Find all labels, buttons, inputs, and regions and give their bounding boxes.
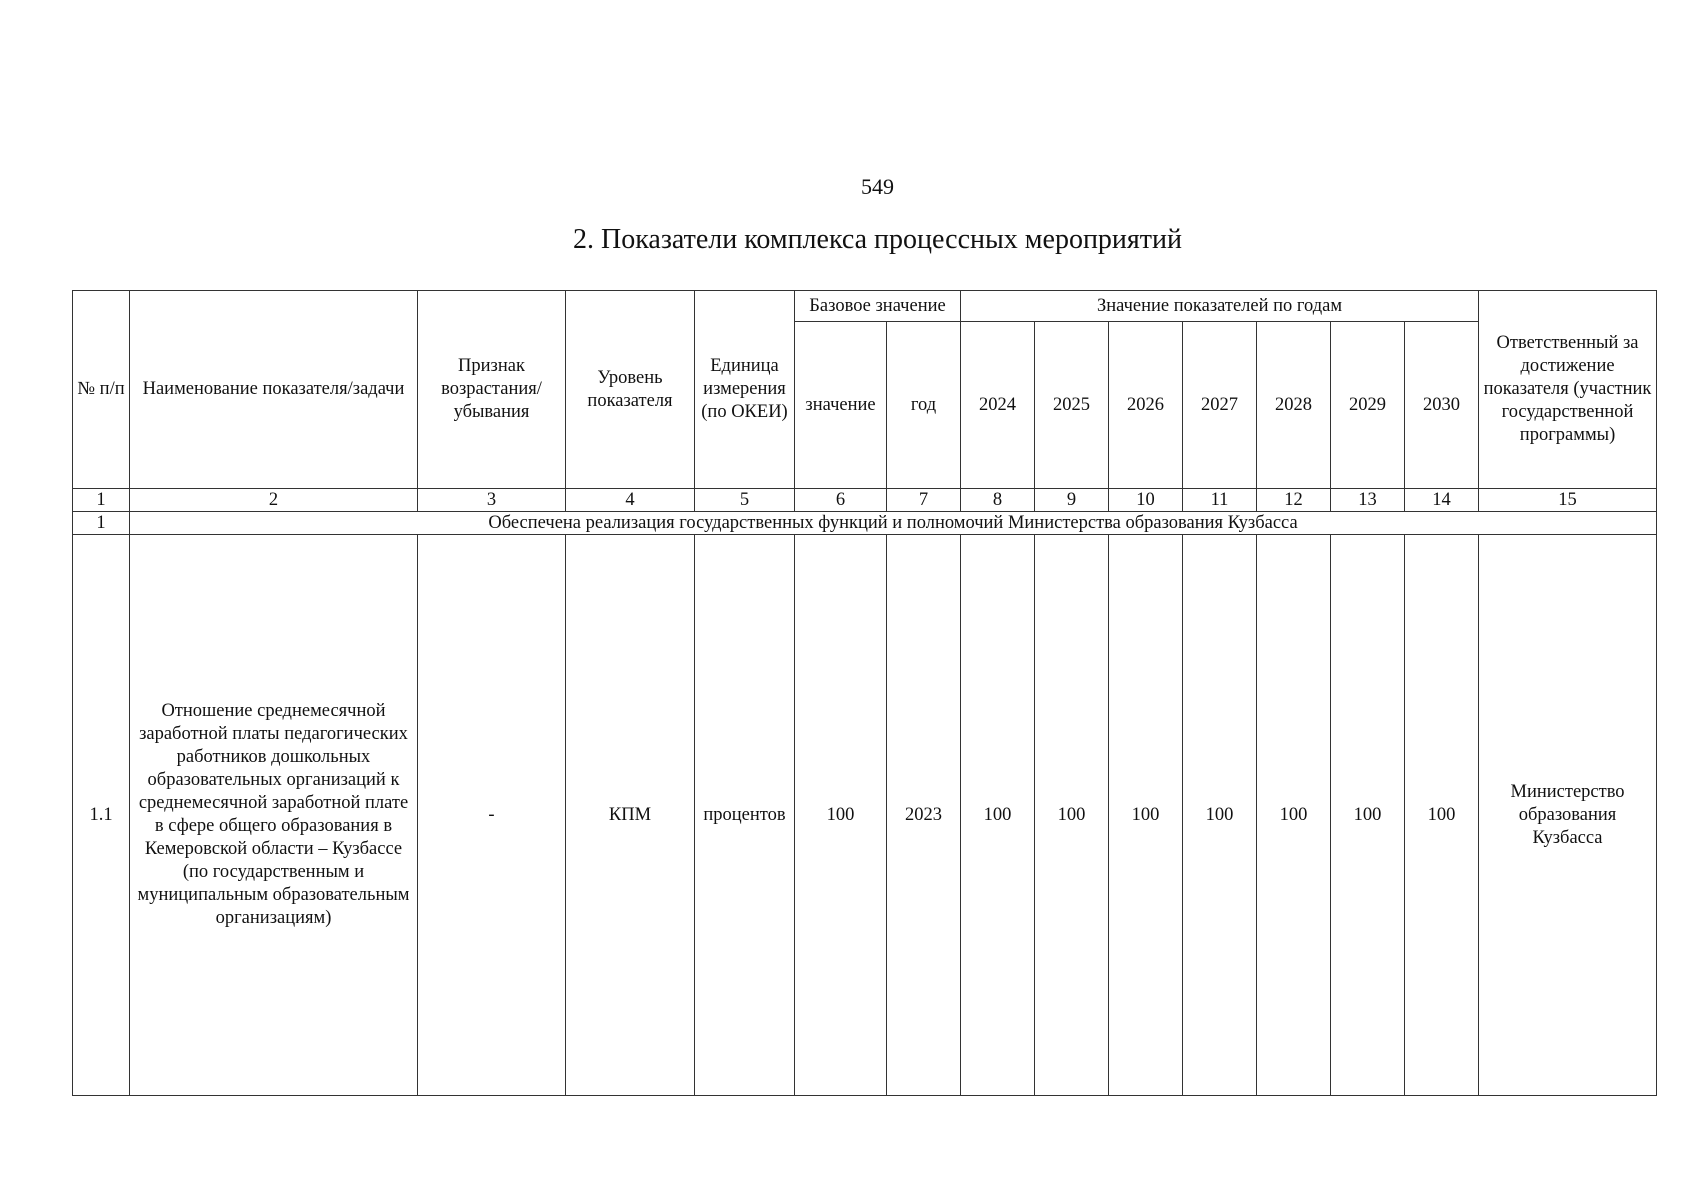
row-sign: - bbox=[418, 535, 566, 1096]
column-number: 8 bbox=[961, 489, 1035, 512]
header-base-year: год bbox=[887, 322, 961, 489]
column-number: 11 bbox=[1183, 489, 1257, 512]
indicators-table bbox=[72, 290, 1657, 1096]
header-year-2030: 2030 bbox=[1405, 322, 1479, 489]
row-value-2027: 100 bbox=[1183, 535, 1257, 1096]
column-number: 4 bbox=[566, 489, 695, 512]
row-value-2026: 100 bbox=[1109, 535, 1183, 1096]
row-unit: процентов bbox=[695, 535, 795, 1096]
row-value-2024: 100 bbox=[961, 535, 1035, 1096]
row-base-value: 100 bbox=[795, 535, 887, 1096]
header-year-2025: 2025 bbox=[1035, 322, 1109, 489]
section-title: Обеспечена реализация государственных функций и полномочий Министерства образования Кузбасса bbox=[130, 512, 1657, 535]
header-responsible: Ответственный за достижение показателя (участник государственной программы) bbox=[1479, 291, 1657, 489]
row-base-year: 2023 bbox=[887, 535, 961, 1096]
row-value-2028: 100 bbox=[1257, 535, 1331, 1096]
table-row bbox=[73, 535, 1657, 1096]
row-indicator-name: Отношение среднемесячной заработной платы педагогических работников дошкольных образовательных организаций к среднемесячной заработной плате в сфере общего образования в Кемеровской области – Кузбассе (по государственным и муниципальным образовательным организациям) bbox=[130, 535, 418, 1096]
header-years-group: Значение показателей по годам bbox=[961, 291, 1479, 322]
page-number: 549 bbox=[861, 174, 894, 199]
column-number: 14 bbox=[1405, 489, 1479, 512]
section-num: 1 bbox=[73, 512, 130, 535]
column-number: 12 bbox=[1257, 489, 1331, 512]
header-year-2027: 2027 bbox=[1183, 322, 1257, 489]
header-year-2029: 2029 bbox=[1331, 322, 1405, 489]
document-title: 2. Показатели комплекса процессных мероприятий bbox=[572, 224, 1182, 255]
column-number-row bbox=[73, 489, 1657, 512]
column-number: 15 bbox=[1479, 489, 1657, 512]
header-unit: Единица измерения (по ОКЕИ) bbox=[695, 291, 795, 489]
header-sign: Признак возрастания/ убывания bbox=[418, 291, 566, 489]
header-year-2026: 2026 bbox=[1109, 322, 1183, 489]
header-year-2024: 2024 bbox=[961, 322, 1035, 489]
row-level: КПМ bbox=[566, 535, 695, 1096]
column-number: 7 bbox=[887, 489, 961, 512]
row-value-2025: 100 bbox=[1035, 535, 1109, 1096]
header-num: № п/п bbox=[73, 291, 130, 489]
row-value-2029: 100 bbox=[1331, 535, 1405, 1096]
column-number: 3 bbox=[418, 489, 566, 512]
row-num: 1.1 bbox=[73, 535, 130, 1096]
column-number: 5 bbox=[695, 489, 795, 512]
header-row-top bbox=[73, 291, 1657, 322]
header-base-group: Базовое значение bbox=[795, 291, 961, 322]
header-name: Наименование показателя/задачи bbox=[130, 291, 418, 489]
header-level: Уровень показателя bbox=[566, 291, 695, 489]
column-number: 9 bbox=[1035, 489, 1109, 512]
column-number: 13 bbox=[1331, 489, 1405, 512]
header-base-value: значение bbox=[795, 322, 887, 489]
section-row bbox=[73, 512, 1657, 535]
column-number: 6 bbox=[795, 489, 887, 512]
row-value-2030: 100 bbox=[1405, 535, 1479, 1096]
row-responsible: Министерство образования Кузбасса bbox=[1479, 535, 1657, 1096]
header-year-2028: 2028 bbox=[1257, 322, 1331, 489]
column-number: 2 bbox=[130, 489, 418, 512]
column-number: 10 bbox=[1109, 489, 1183, 512]
column-number: 1 bbox=[73, 489, 130, 512]
